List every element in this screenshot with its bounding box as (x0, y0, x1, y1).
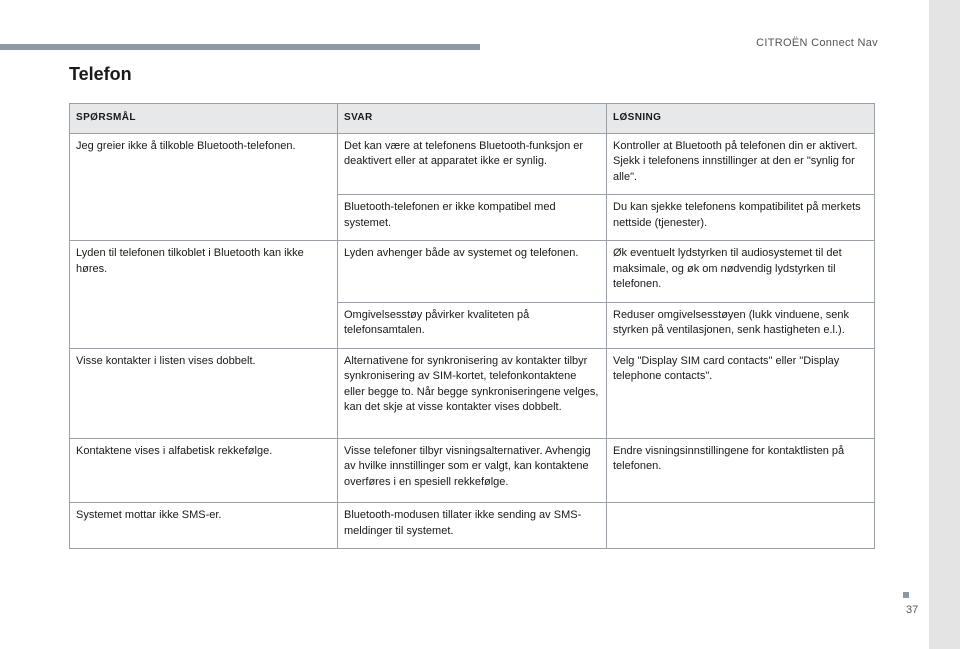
table-row (70, 133, 875, 195)
header-solution: LØSNING (607, 104, 875, 134)
faq-table (69, 103, 875, 549)
answer-cell: Omgivelsesstøy påvirker kvaliteten på telefonsamtalen. (338, 302, 607, 348)
header-answer: SVAR (338, 104, 607, 134)
question-cell: Jeg greier ikke å tilkoble Bluetooth-telefonen. (70, 133, 338, 195)
table-row (70, 503, 875, 549)
question-cell: Lyden til telefonen tilkoblet i Bluetooth kan ikke høres. (70, 241, 338, 303)
page-title: Telefon (69, 64, 132, 84)
solution-cell: Reduser omgivelsesstøyen (lukk vinduene, senk styrken på ventilasjonen, senk hastigheten e.l.). (607, 302, 875, 348)
question-cell: Kontaktene vises i alfabetisk rekkefølge. (70, 438, 338, 503)
solution-cell: Kontroller at Bluetooth på telefonen din er aktivert. Sjekk i telefonens innstillinger at den er "synlig for alle". (607, 133, 875, 195)
table-row (70, 438, 875, 503)
table-row (70, 195, 875, 241)
page-number: 37 (906, 604, 919, 616)
question-cell (70, 302, 338, 348)
solution-cell: Du kan sjekke telefonens kompatibilitet på merkets nettside (tjenester). (607, 195, 875, 241)
table-header-row (70, 104, 875, 134)
answer-cell: Det kan være at telefonens Bluetooth-funksjon er deaktivert eller at apparatet ikke er synlig. (338, 133, 607, 195)
page-marker (903, 592, 909, 598)
table-row (70, 348, 875, 438)
answer-cell: Bluetooth-modusen tillater ikke sending av SMS-meldinger til systemet. (338, 503, 607, 549)
question-cell: Systemet mottar ikke SMS-er. (70, 503, 338, 549)
solution-cell: Velg "Display SIM card contacts" eller "Display telephone contacts". (607, 348, 875, 438)
solution-cell: Øk eventuelt lydstyrken til audiosystemet til det maksimale, og øk om nødvendig lydstyrken til telefonen. (607, 241, 875, 303)
table-row (70, 241, 875, 303)
answer-cell: Bluetooth-telefonen er ikke kompatibel med systemet. (338, 195, 607, 241)
answer-cell: Alternativene for synkronisering av kontakter tilbyr synkronisering av SIM-kortet, telefonkontaktene eller begge to. Når begge synkroniseringene velges, kan det skje at visse kontakter vises dobbelt. (338, 348, 607, 438)
question-cell (70, 195, 338, 241)
table-row (70, 302, 875, 348)
answer-cell: Visse telefoner tilbyr visningsalternativer. Avhengig av hvilke innstillinger som er valgt, kan kontaktene overføres i en spesiell rekkefølge. (338, 438, 607, 503)
solution-cell (607, 503, 875, 549)
header-accent-bar (0, 44, 480, 50)
side-margin-strip (929, 0, 960, 649)
question-cell: Visse kontakter i listen vises dobbelt. (70, 348, 338, 438)
header-question: SPØRSMÅL (70, 104, 338, 134)
solution-cell: Endre visningsinnstillingene for kontaktlisten på telefonen. (607, 438, 875, 503)
brand-label: CITROËN Connect Nav (756, 37, 878, 49)
answer-cell: Lyden avhenger både av systemet og telefonen. (338, 241, 607, 303)
